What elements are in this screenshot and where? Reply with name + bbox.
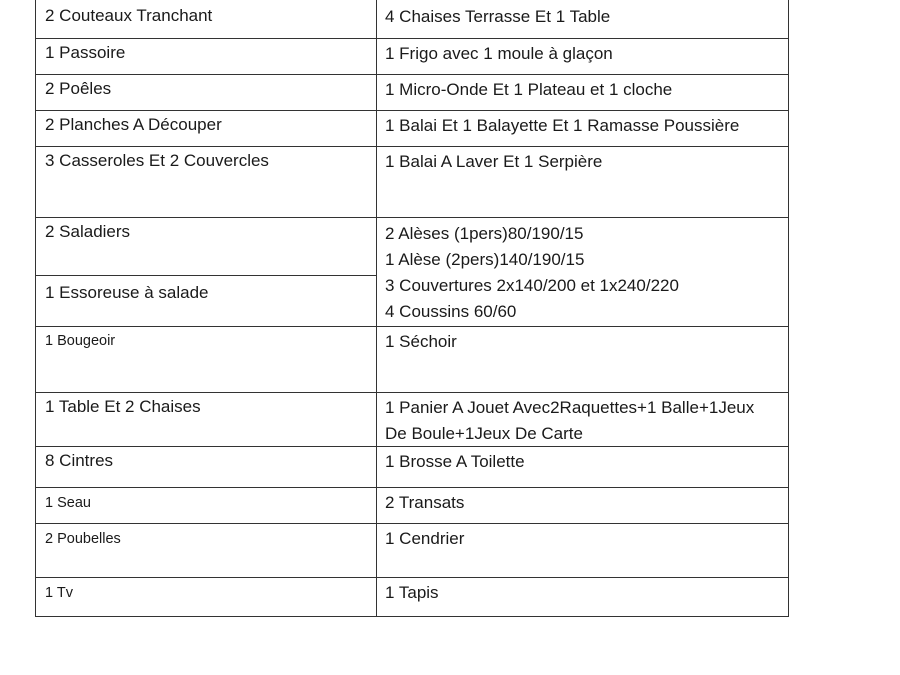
- row-divider: [376, 487, 788, 488]
- left-cell: 2 Saladiers: [45, 222, 131, 241]
- right-cell: 1 Frigo avec 1 moule à glaçon: [385, 44, 613, 63]
- left-cell: 1 Tv: [45, 585, 73, 601]
- cell-line: 1 Panier A Jouet Avec2Raquettes+1 Balle+1Jeux: [385, 398, 755, 417]
- row-divider: [376, 110, 788, 111]
- right-cell: 2 Transats: [385, 493, 465, 512]
- cell-line: De Boule+1Jeux De Carte: [385, 424, 583, 443]
- row-divider: [36, 38, 376, 39]
- row-divider: [36, 446, 376, 447]
- left-cell: 2 Poubelles: [45, 531, 121, 547]
- row-divider: [376, 392, 788, 393]
- cell-line: 4 Coussins 60/60: [385, 302, 517, 321]
- right-cell: 1 Balai A Laver Et 1 Serpière: [385, 152, 603, 171]
- right-cell: 4 Chaises Terrasse Et 1 Table: [385, 7, 611, 26]
- row-divider: [36, 275, 376, 276]
- left-cell: 2 Planches A Découper: [45, 115, 222, 134]
- row-divider: [36, 110, 376, 111]
- left-cell: 1 Table Et 2 Chaises: [45, 397, 201, 416]
- left-cell: 1 Passoire: [45, 43, 126, 62]
- right-cell: 1 Tapis: [385, 583, 439, 602]
- right-cell-multiline: [385, 395, 754, 447]
- row-divider: [376, 577, 788, 578]
- cell-line: 1 Alèse (2pers)140/190/15: [385, 250, 585, 269]
- row-divider: [376, 38, 788, 39]
- row-divider: [36, 577, 376, 578]
- cell-line: 2 Alèses (1pers)80/190/15: [385, 224, 584, 243]
- row-divider: [376, 146, 788, 147]
- right-cell: 1 Brosse A Toilette: [385, 452, 525, 471]
- row-divider: [376, 523, 788, 524]
- right-cell: 1 Micro-Onde Et 1 Plateau et 1 cloche: [385, 80, 673, 99]
- left-cell: 2 Couteaux Tranchant: [45, 6, 213, 25]
- row-divider: [36, 487, 376, 488]
- row-divider: [36, 523, 376, 524]
- row-divider: [36, 326, 376, 327]
- inventory-table: [35, 0, 789, 617]
- cell-line: 3 Couvertures 2x140/200 et 1x240/220: [385, 276, 679, 295]
- row-divider: [36, 146, 376, 147]
- right-cell: 1 Balai Et 1 Balayette Et 1 Ramasse Poussière: [385, 116, 740, 135]
- left-cell: 3 Casseroles Et 2 Couvercles: [45, 151, 269, 170]
- left-cell: 8 Cintres: [45, 451, 114, 470]
- row-divider: [376, 326, 788, 327]
- right-cell-multiline: [385, 221, 679, 325]
- row-divider: [36, 217, 376, 218]
- left-cell: 1 Essoreuse à salade: [45, 283, 209, 302]
- left-cell: 2 Poêles: [45, 79, 112, 98]
- left-cell: 1 Seau: [45, 495, 91, 511]
- row-divider: [36, 74, 376, 75]
- right-cell: 1 Séchoir: [385, 332, 457, 351]
- row-divider: [376, 74, 788, 75]
- left-cell: 1 Bougeoir: [45, 333, 116, 349]
- right-cell: 1 Cendrier: [385, 529, 465, 548]
- row-divider: [36, 392, 376, 393]
- row-divider: [376, 217, 788, 218]
